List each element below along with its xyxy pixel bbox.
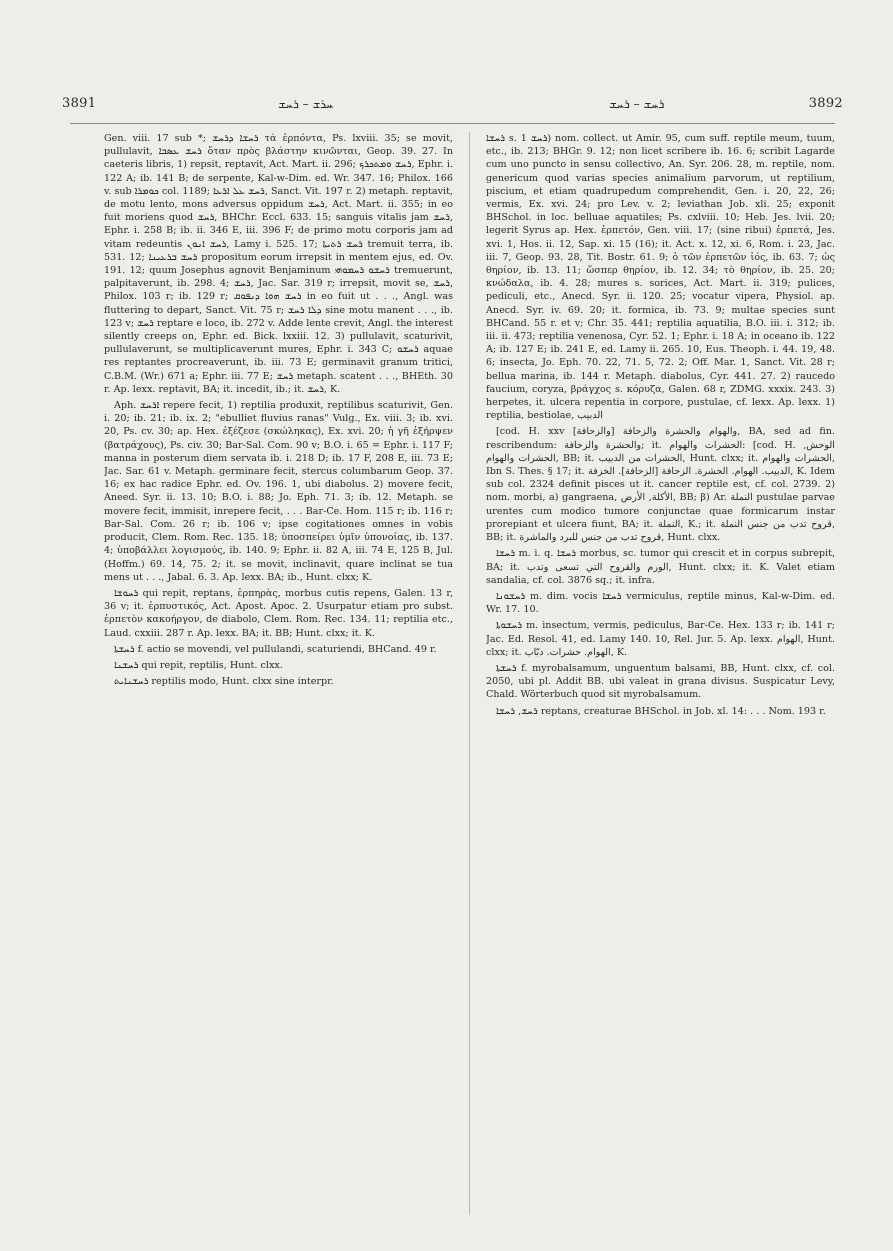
column-divider [469, 132, 470, 1215]
page-number-right: 3892 [808, 96, 843, 111]
running-title-right: ܪܚܫ – ܪܚܫ [609, 97, 665, 111]
entry-paragraph: ܪܚܫܬܐ f. myrobalsamum, unguentum balsami, BB, Hunt. clxx, cf. col. 2050, ubi pl. Addit BB. ubi valeat in grana divisus. Suspicatur Levy, Chald. Wörterbuch quod sit myrobalsamum. [486, 662, 835, 701]
entry-paragraph: ܪܚܫܐ s. ܪܚܫ 1) nom. collect. ut Amir. 95, cum suff. reptile meum, tuum, etc., ib. 213; BHGr. 9. 12; non licet scribere ib. 16. 6; scribit Lagarde cum uno puncto in sensu collectivo, An. Syr. 206. 28, m. reptile, nom. genericum quod varias species animalium parvorum, ut reptilium, piscium, et etiam quadrupedum comprehendit, Gen. i. 20, 22, 26; vermis, Ex. xvi. 24; pro Lev. v. 2; leviathan Job. xli. 25; exponit BHSchol. in loc. belluae aquatiles; Ps. cxlviii. 10; Heb. Jes. lvii. 20; legerit Syrus ap. Hex. ἑρπετόν, Gen. viii. 17; (sine ribui) ἑρπετά, Jes. xvi. 1, Hos. ii. 12, Sap. xi. 15 (16); it. Act. x. 12, xi. 6, Rom. i. 23, Jac. iii. 7, Geop. 93. 28, Tit. Bostr. 61. 9; ὁ τῶν ἑρπετῶν ἰός, ib. 63. 7; ὡς θηρίον, ib. 13. 11; ὥσπερ θηρίον, ib. 12. 34; τὸ θηρίον, ib. 25. 20; κνώδαλα, ib. 4. 28; mures s. sorices, Act. Mart. ii. 319; pulices, pediculi, etc., Anecd. Syr. ii. 120. 25; vocatur vipera, Physiol. ap. Anecd. Syr. iv. 69. 20; it. formica, ib. 73. 9; multae species sunt BHCand. 55 r. et v; Chr. 35. 441; reptilia aquatilia, B.O. iii. i. 312; ib. iii. ii. 473; reptilia venenosa, Cyr. 52. 1; Ephr. i. 18 A; in oceano ib. 122 A; ib. 127 E; ib. 241 E, ed. Lamy ii. 265. 10, Eus. Theoph. i. 44. 19, 48. 6; insecta, Jo. Eph. 70. 22, 71. 5, 72. 2; Off. Mar. 1, Sanct. Vit. 28 r; bellua marina, ib. 144 r. Metaph. diabolus, Cyr. 441. 27. 2) raucedo faucium, coryza, βράγχος s. κόρυζα, Galen. 68 r, ZDMG. xxxix. 243. 3) herpetes, it. ulcera repentia in corpore, pustulae, cf. lexx. Ap. lexx. 1) reptilia, bestiolae, الدبيب [486, 133, 835, 422]
entry-paragraph: Gen. viii. 17 sub *; ܪܚܫܐ ܕܪܚܫ τὰ ἑρπόντα, Ps. lxviii. 35; se movit, pullulavit, ܪܚܫ ܥܣܒܐ ὅταν πρὸς βλάστην κινῶνται, Geop. 39. 27. In caeteris libris, 1) repsit, reptavit, Act. Mart. ii. 296; ܪܚܫ ܘܡܬܟܪܟ, Ephr. i. 122 A; ib. 141 B; de serpente, Kal-w-Dim. ed. Wr. 347. 16; Philox. 166 v. sub ܟܘܡܪܐ col. 1189; ܪܚܫ ܥܠ ܐܪܥܐ, Sanct. Vit. 197 r. 2) metaph. reptavit, de motu lento, mons adversus oppidum ܪܚܫ, Act. Mart. ii. 355; in eo fuit moriens quod ܪܚܫ, BHChr. Eccl. 633. 15; sanguis vitalis jam ܪܚܫ, Ephr. i. 258 B; ib. ii. 346 E, iii. 396 F; de primo motu corporis jam ad vitam redeuntis ܪܚܫ ܐܢܘܢ, Lamy i. 525. 17; ܪܚܫ ܪܬܝܬܐ tremuit terra, ib. 531. 12; ܪܚܫ ܒܪܥܝܢܐ propositum eorum irrepsit in mentem ejus, ed. Ov. 191. 12; quum Josephus agnovit Benjaminum ܪܚܫܘ ܪܚܡܘܗܝ tremuerunt, palpitaverunt, ib. 298. 4; ܪܚܫ, Jac. Sar. 319 r; irrepsit, movit se, ܪܚܫ, Philox. 103 r; ib. 129 r; ܪܚܫ ܗܘܐ ܕܢܦܘܩ in eo fuit ut . . ., Angl. was fluttering to depart, Sanct. Vit. 75 r; ܕܠܐ ܪܚܫ sine motu manent . . ., ib. 123 v; ܪܚܫ reptare e loco, ib. 272 v. Adde lente crevit, Angl. the interest silently creeps on, Ephr. ed. Bick. lxxiii. 12. 3) pullulavit, scaturivit, pullulaverunt, se multiplicaverunt mures, Ephr. i. 343 C; ܪܚܫܘ aquae res reptantes procreaverunt, ib. iii. 73 E; germinavit granum tritici, C.B.M. (Wr.) 671 a; Ephr. iii. 77 E; ܪܚܫ metaph. scatent . . ., BHEth. 30 r. Ap. lexx. reptavit, BA; it. incedit, ib.; it. ܪܚܫ, K. [104, 133, 453, 395]
entry-paragraph: ܪܚܫ, ܪܚܫܐ reptans, creaturae BHSchol. in Job. xl. 14: . . . Nom. 193 r. [496, 705, 826, 717]
entry-paragraph: ܪܚܫܐ m. i. q. ܪܚܫܐ morbus, sc. tumor qui crescit et in corpus subrepit, BA; it. الورم والقروح التي تسعى وتدب, Hunt. clxx; it. K. Valet etiam sandalia, cf. col. 3876 sq.; it. infra. [486, 548, 835, 586]
text-columns [104, 132, 835, 1215]
running-head [62, 96, 843, 116]
entry-paragraph: ܪܚܘܫܐ qui repit, reptans, ἑρπηρὰς, morbus cutis repens, Galen. 13 r, 36 v; it. ἑρπυστικός, Act. Apost. Apoc. 2. Usurpatur etiam pro subst. ἑρπετὸν κακοήργον, de diabolo, Clem. Rom. Rec. 134. 11; reptilia etc., Laud. cxxiii. 287 r. Ap. lexx. BA; it. BB; Hunt. clxx; it. K. [104, 587, 453, 639]
entry-paragraph: ܪܚܫܢܐܝܬ reptilis modo, Hunt. clxx sine interpr. [114, 676, 334, 688]
left-column [104, 132, 453, 1215]
entry-paragraph: [cod. H. xxv والهوام والحشرة والزحافة [والزحافة], BA, sed ad fin. rescribendum: والحشرة والزحافة; it. الحشرات والهوام: [cod. H. الوحش, الحشرات والهوام, BB; it. الحشرات من الدبيب, Hunt. clxx; it. الحشرات والهوام, Ibn S. Thes. § 17; it. الدبيب. الهوام. الحشرة. الزحافة [الزحافة]. الخزفة, K. Idem sub col. 2324 definit pisces ut it. cancer reptile est, cf. col. 2739. 2) nom. morbi, a) gangraena, الأكلة, الأرض, BB; β) Ar. النملة pustulae parvae urentes cum modico tumore conjunctae quae formicarum instar prorepiant et ulcera fiunt, BA; it. النملة, K.; it. قروح تدب من جنس النملة, BB; it. قروح تدب من جنس للبرد والماشرة, Hunt. clxx. [486, 426, 835, 544]
running-title-left: ܚܪܫ – ܪܚܫ [278, 97, 334, 111]
entry-paragraph: ܪܚܫܘܢܐ m. dim. vocis ܪܚܫܐ vermiculus, reptile minus, Kal-w-Dim. ed. Wr. 17. 10. [486, 590, 835, 616]
entry-paragraph: ܪܚܫܢܐ qui repit, reptilis, Hunt. clxx. [114, 659, 283, 671]
right-column [486, 132, 835, 1215]
header-rule [70, 123, 835, 124]
entry-paragraph: ܪܚܫܘܬܐ m. insectum, vermis, pediculus, Bar-Ce. Hex. 133 r; ib. 141 r; Jac. Ed. Resol. 41, ed. Lamy 140. 10, Rel. Jur. 5. Ap. lexx. الهوام, Hunt. clxx; it. الهوام. حشرات. دبّاب, K. [486, 620, 835, 658]
entry-paragraph: ܪܚܫܬܐ f. actio se movendi, vel pullulandi, scaturiendi, BHCand. 49 r. [114, 643, 437, 655]
page-number-left: 3891 [62, 96, 97, 111]
entry-paragraph: Aph. ܐܪܚܫ repere fecit, 1) reptilia produxit, reptilibus scaturivit, Gen. i. 20; ib. 21; ib. ix. 2; "ebulliet fluvius ranas" Vulg., Ex. viii. 3; ib. xvi. 20, Ps. cv. 30; ap. Hex. ἐξέζεσε (σκώληκας), Ex. xvi. 20; ἡ γῆ ἐξήρψεν (βατράχους), Ps. civ. 30; Bar-Sal. Com. 90 v; B.O. i. 65 = Ephr. i. 117 F; manna in posterum diem servata ib. i. 218 D; ib. 17 F, 208 E, iii. 73 E; Jac. Sar. 61 v. Metaph. germinare fecit, stercus columbarum Geop. 37. 16; ex hac radice Ephr. ed. Ov. 196. 1, ubi diabolus. 2) movere fecit, Aneed. Syr. ii. 13. 10; B.O. i. 88; Jo. Eph. 71. 3; ib. 12. Metaph. se movere fecit, immisit, inrepere fecit, . . . Bar-Ce. Hom. 115 r; ib. 116 r; Bar-Sal. Com. 26 r; ib. 106 v; ipse cogitationes omnes in vobis producit, Clem. Rom. Rec. 135. 18; ὑποσπείρει ὑμῖν ὑπονοίας, ib. 137. 4; ὑποβάλλει λογισμούς, ib. 140. 9; Ephr. ii. 82 A, iii. 74 E, 125 B, Jul. (Hoffm.) 69. 14, 75. 2; it. se movit, inclinavit, quare inclinat se tua mens ut . . ., Jabal. 6. 3. Ap. lexx. BA; ib., Hunt. clxx; K. [104, 400, 453, 583]
